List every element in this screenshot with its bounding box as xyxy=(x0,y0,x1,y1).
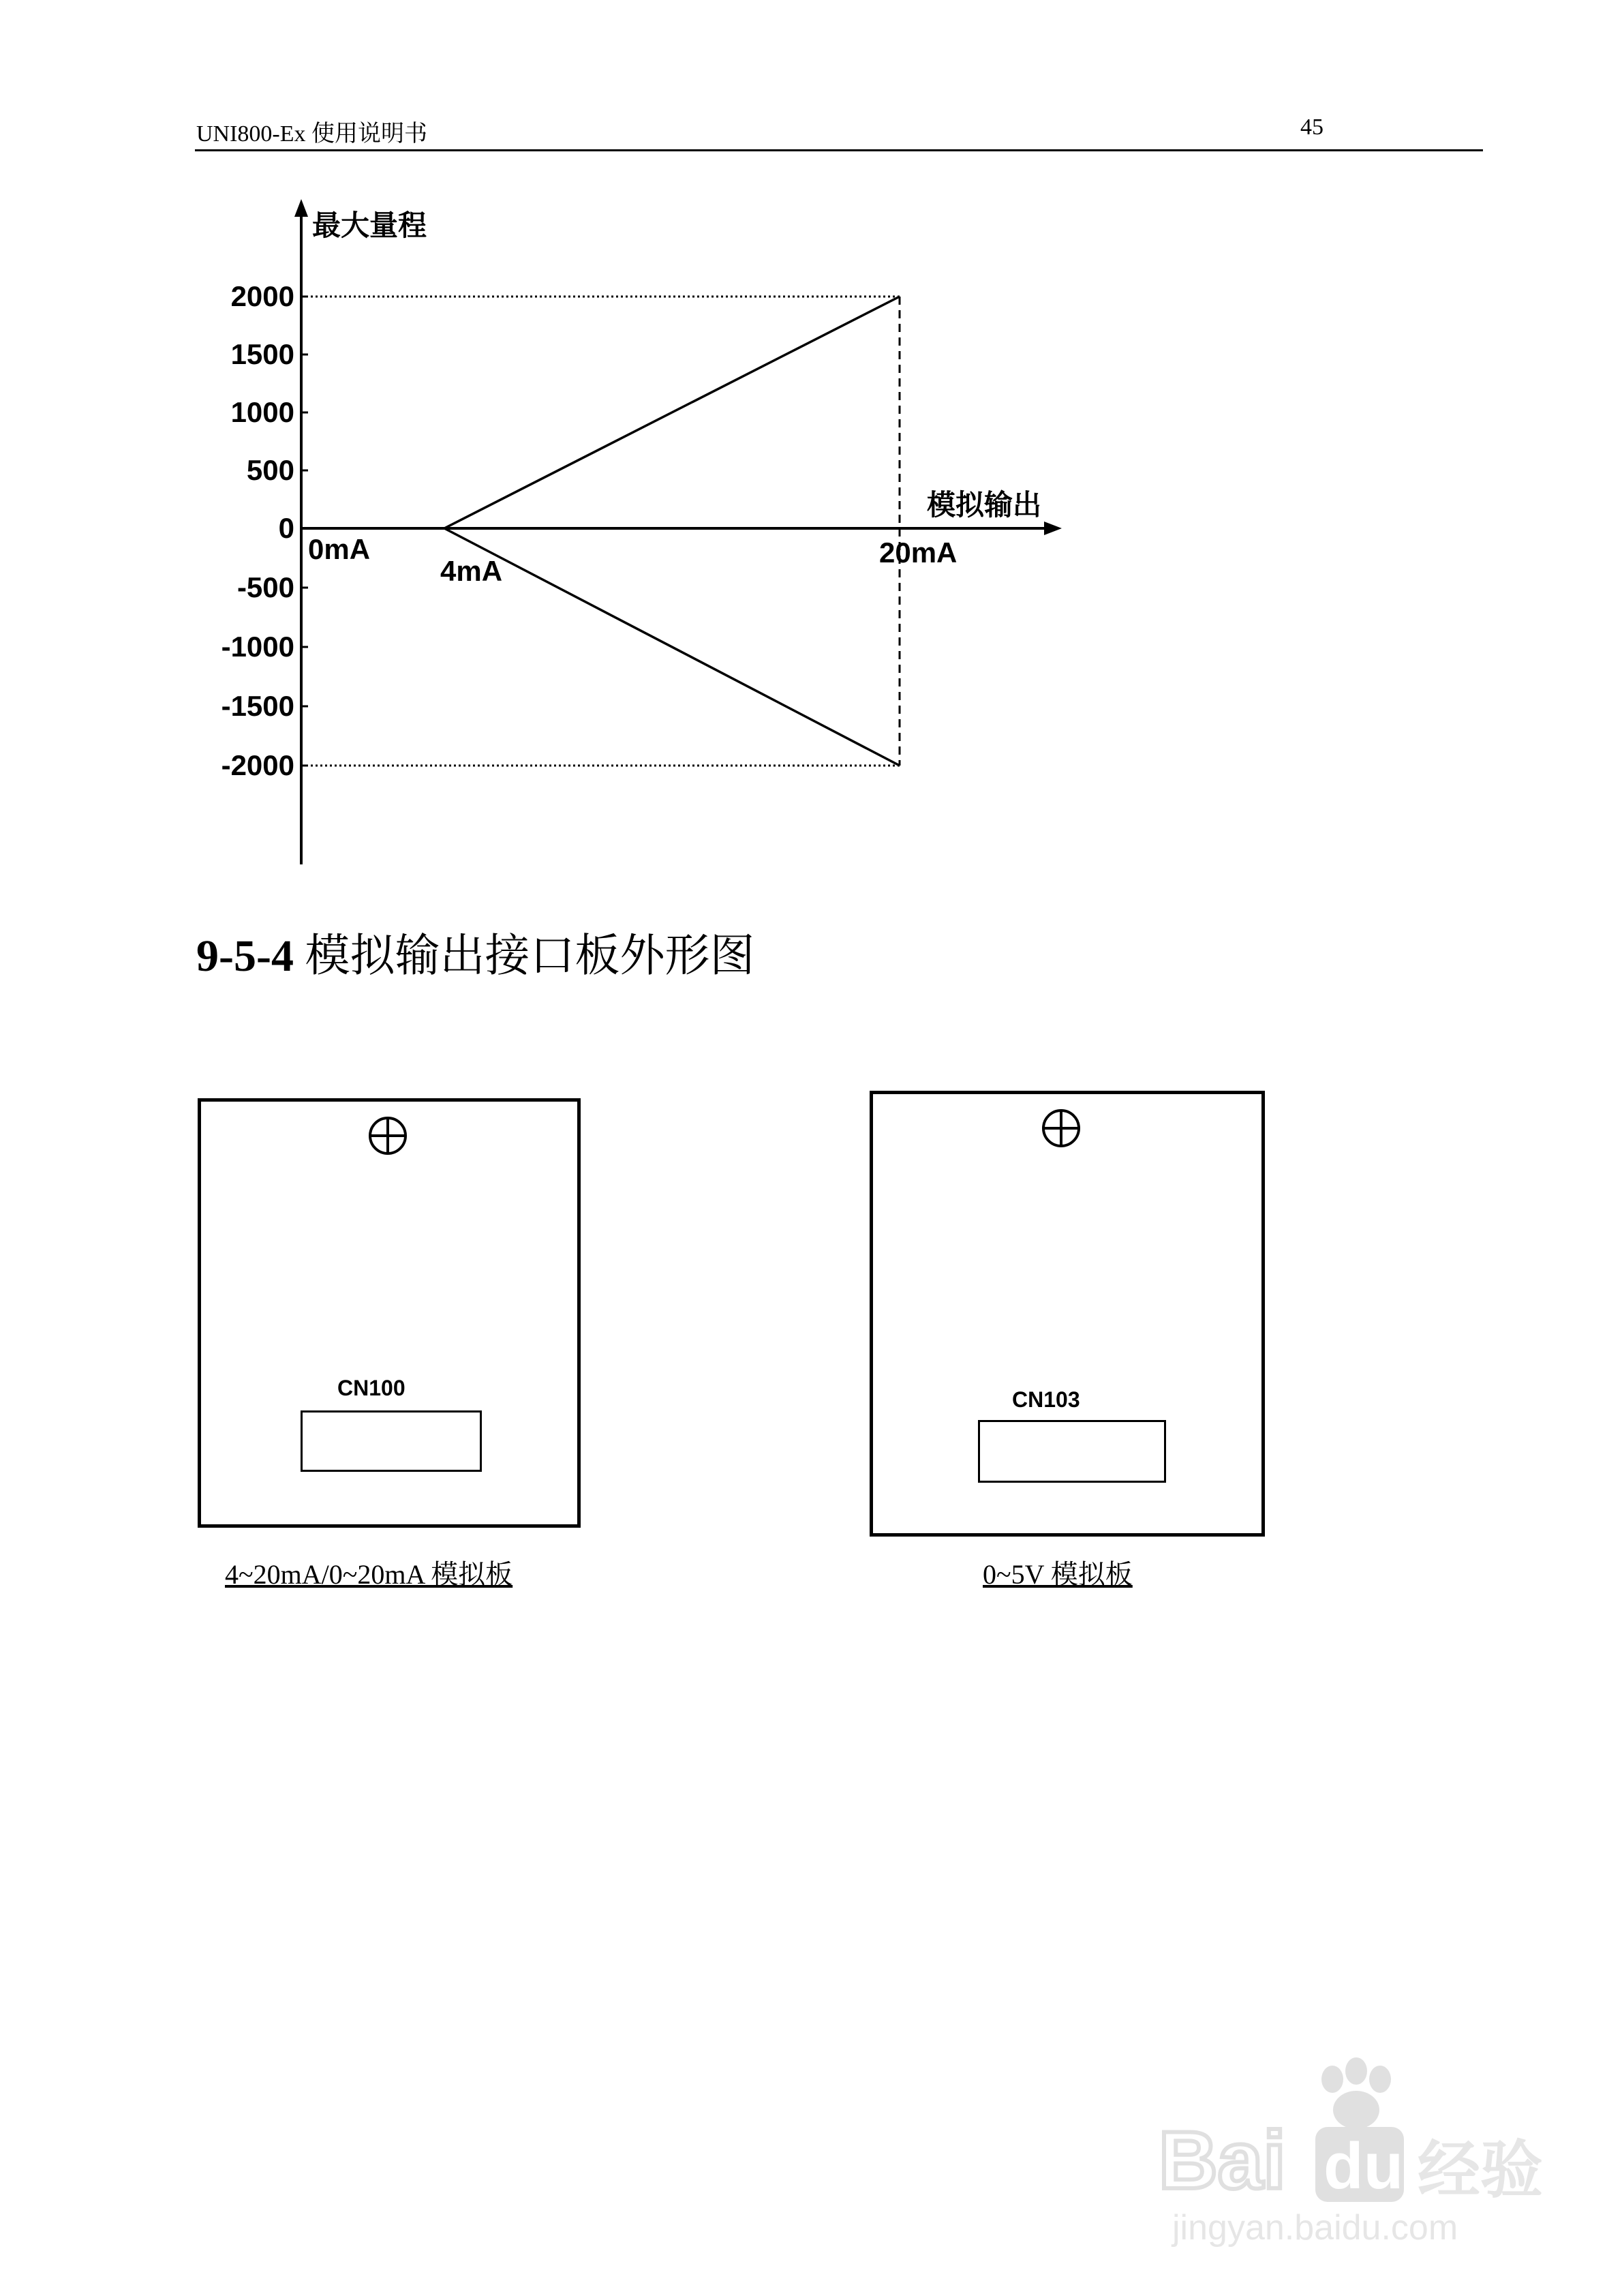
x-axis-arrow xyxy=(1044,522,1062,535)
connector-box xyxy=(978,1420,1166,1483)
y-tick-label: 0 xyxy=(278,512,294,544)
x-label: 20mA xyxy=(879,537,958,569)
board-4-20ma xyxy=(198,1098,581,1528)
y-tick-label: 500 xyxy=(246,454,294,486)
y-axis-arrow xyxy=(294,199,308,217)
header-title: UNI800-Ex 使用说明书 xyxy=(196,121,428,147)
board-caption: 4~20mA/0~20mA 模拟板 xyxy=(225,1559,513,1590)
svg-text:Bai: Bai xyxy=(1159,2115,1286,2206)
svg-text:du: du xyxy=(1323,2130,1404,2203)
series-line xyxy=(444,528,900,766)
board-0-5v xyxy=(870,1091,1265,1537)
screw-icon xyxy=(1042,1109,1080,1147)
connector-box xyxy=(301,1410,482,1472)
x-axis-title: 模拟输出 xyxy=(927,489,1042,521)
baidu-watermark xyxy=(1152,2052,1574,2256)
screw-icon xyxy=(369,1117,407,1155)
section-heading xyxy=(196,919,754,984)
x-label: 4mA xyxy=(440,555,503,587)
y-tick-label: 1500 xyxy=(230,338,294,370)
x-label: 0mA xyxy=(308,533,371,565)
y-tick-label: -2000 xyxy=(221,749,294,781)
y-tick-label: 1000 xyxy=(230,396,294,428)
y-axis-title: 最大量程 xyxy=(312,209,427,241)
series-line xyxy=(444,297,900,528)
connector-label: CN103 xyxy=(1012,1387,1080,1412)
watermark-url: jingyan.baidu.com xyxy=(1172,2208,1458,2248)
board-caption: 0~5V 模拟板 xyxy=(983,1559,1133,1590)
page-number: 45 xyxy=(1300,115,1323,140)
y-tick-label: 2000 xyxy=(230,280,294,312)
connector-label: CN100 xyxy=(337,1376,406,1400)
section-number: 9-5-4 xyxy=(196,931,294,981)
y-tick-label: -1000 xyxy=(221,631,294,663)
section-title: 模拟输出接口板外形图 xyxy=(305,931,755,981)
y-tick-label: -500 xyxy=(236,571,294,603)
range-chart xyxy=(0,0,1622,886)
watermark-brand: 经验 xyxy=(1418,2136,1544,2205)
y-tick-label: -1500 xyxy=(221,690,294,722)
